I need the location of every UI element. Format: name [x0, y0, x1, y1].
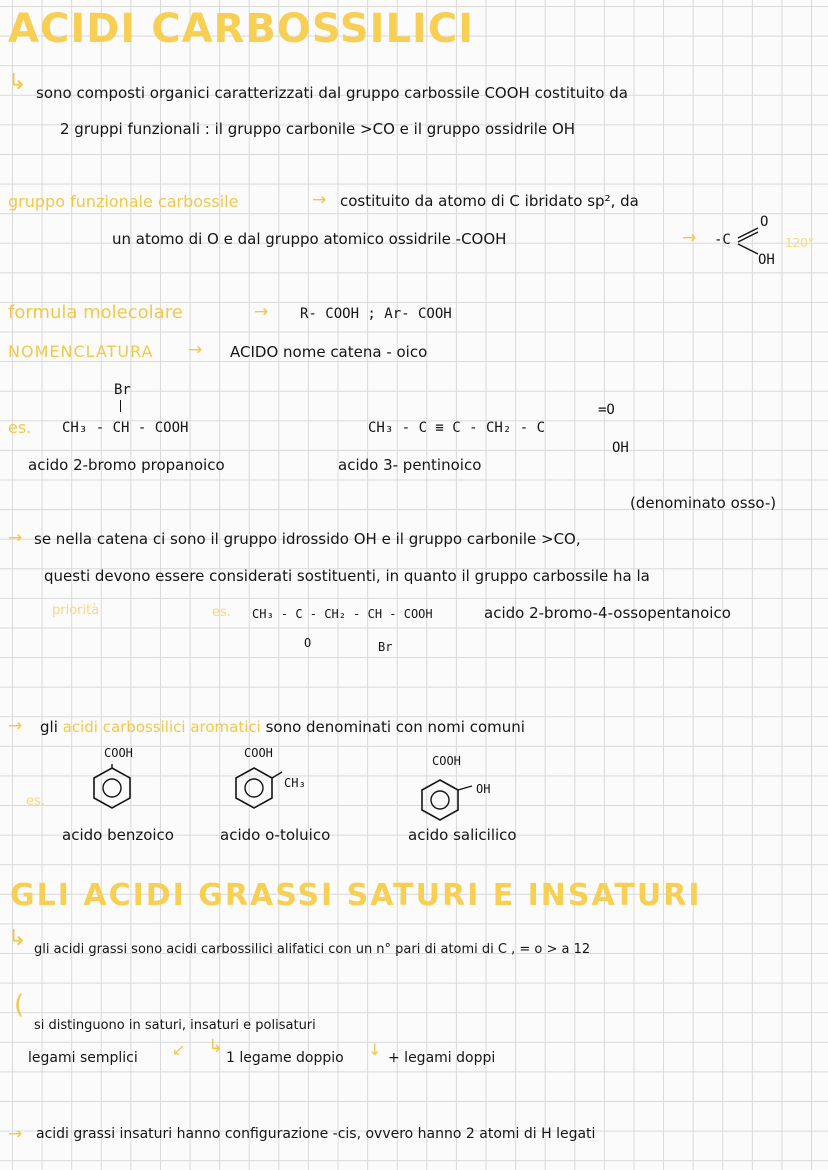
example2-oh: OH	[612, 440, 629, 456]
aromatic-highlight: acidi carbossilici aromatici	[62, 718, 261, 736]
substituent-br: Br	[378, 640, 393, 654]
nomenclature-value: ACIDO nome catena - oico	[230, 343, 428, 361]
bracket-arrow-icon: ↳	[8, 926, 27, 951]
nomenclature-label: NOMENCLATURA	[8, 342, 154, 361]
carboxyl-oh: OH	[758, 252, 775, 268]
toluic-name: acido o-toluico	[220, 826, 331, 844]
substituent-line-2: questi devono essere considerati sostituenti, in quanto il gruppo carbossile ha la	[44, 567, 650, 585]
page-title: ACIDI CARBOSSILICI	[8, 6, 475, 52]
intro-line-1: sono composti organici caratterizzati dal gruppo carbossile COOH costituito da	[36, 84, 628, 102]
substituent-example-name: acido 2-bromo-4-ossopentanoico	[484, 604, 731, 622]
arrow-icon: →	[254, 302, 269, 322]
arrow-icon: →	[8, 716, 23, 736]
example2-o: =O	[598, 402, 615, 418]
fatty-line-2: si distinguono in saturi, insaturi e polisaturi	[34, 1018, 316, 1033]
bond-angle: 120°	[785, 236, 814, 250]
arrow-icon: →	[312, 190, 327, 210]
carboxyl-o: O	[760, 214, 769, 230]
arrow-icon: →	[682, 228, 697, 248]
salicylic-ring-icon	[418, 776, 478, 824]
fatty-line-1: gli acidi grassi sono acidi carbossilici alifatici con un n° pari di atomi di C , = o > a 12	[34, 942, 591, 957]
toluic-ch3: CH₃	[284, 776, 306, 790]
example2-formula: CH₃ - C ≡ C - CH₂ - C	[368, 420, 546, 436]
arrow-icon: ↓	[368, 1040, 382, 1059]
substituent-formula: CH₃ - C - CH₂ - CH - COOH	[252, 607, 433, 621]
arrow-icon: →	[8, 1124, 23, 1144]
carboxyl-bonds	[736, 222, 766, 258]
aromatic-rest: sono denominati con nomi comuni	[265, 718, 525, 736]
example1-bond	[120, 400, 121, 412]
arrow-icon: →	[8, 528, 23, 548]
bracket-arrow-icon: ↳	[8, 70, 27, 95]
example-label: es.	[8, 418, 32, 437]
aromatic-example-label: es.	[26, 794, 45, 809]
functional-group-line-2: un atomo di O e dal gruppo atomico ossidrile -COOH	[112, 230, 507, 248]
salicylic-oh: OH	[476, 782, 491, 796]
molecular-formula-label: formula molecolare	[8, 302, 183, 323]
functional-group-line-1: costituito da atomo di C ibridato sp², da	[340, 192, 639, 210]
benzoic-cooh: COOH	[104, 746, 133, 760]
section-title: GLI ACIDI GRASSI SATURI E INSATURI	[10, 878, 702, 913]
example1-br: Br	[114, 382, 131, 398]
insaturi-note: 1 legame doppio	[226, 1050, 344, 1066]
benzene-ring-icon	[90, 764, 134, 812]
substituent-note: (denominato osso-)	[630, 494, 777, 512]
toluene-ring-icon	[232, 764, 284, 812]
bracket-icon: (	[14, 990, 25, 1020]
carboxyl-c: -C	[714, 232, 731, 248]
substituent-line-1: se nella catena ci sono il gruppo idrossido OH e il gruppo carbonile >CO,	[34, 530, 581, 548]
example1-name: acido 2-bromo propanoico	[28, 456, 225, 474]
example1-formula: CH₃ - CH - COOH	[62, 420, 189, 436]
aromatic-lead: gli	[40, 718, 58, 736]
aromatic-line	[40, 718, 525, 736]
salicylic-name: acido salicilico	[408, 826, 517, 844]
salicylic-cooh: COOH	[432, 754, 461, 768]
arrow-icon: ↳	[208, 1036, 224, 1057]
arrow-icon: →	[188, 340, 203, 360]
example2-name: acido 3- pentinoico	[338, 456, 482, 474]
molecular-formula-value: R- COOH ; Ar- COOH	[300, 306, 452, 322]
priority-word: priorità	[52, 603, 100, 618]
fatty-line-3: acidi grassi insaturi hanno configurazione -cis, ovvero hanno 2 atomi di H legati	[36, 1126, 596, 1142]
poli-note: + legami doppi	[388, 1050, 496, 1066]
benzoic-name: acido benzoico	[62, 826, 174, 844]
intro-line-2: 2 gruppi funzionali : il gruppo carbonile >CO e il gruppo ossidrile OH	[60, 120, 576, 138]
substituent-example-label: es.	[212, 605, 231, 620]
substituent-o: O	[304, 636, 312, 650]
toluic-cooh: COOH	[244, 746, 273, 760]
saturi-note: legami semplici	[28, 1050, 138, 1066]
arrow-icon: ↙	[172, 1040, 186, 1059]
functional-group-label: gruppo funzionale carbossile	[8, 192, 239, 211]
